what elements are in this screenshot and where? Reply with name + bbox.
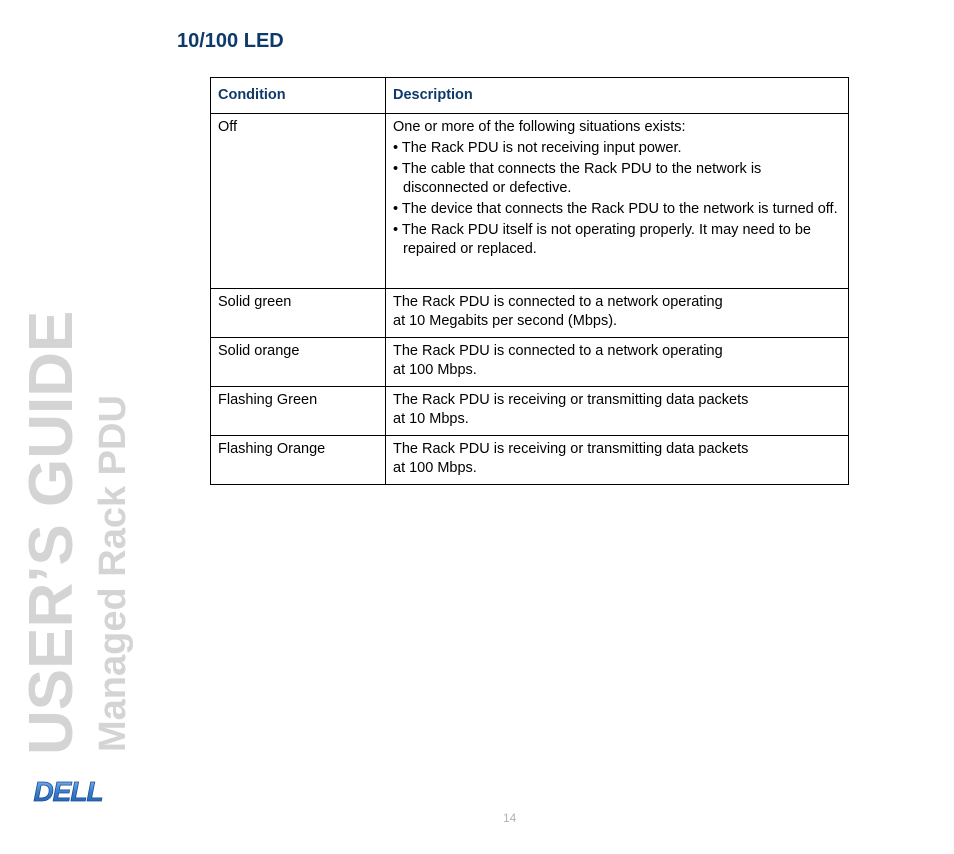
bullet-item: • The Rack PDU is not receiving input power.: [393, 140, 682, 156]
description-line: at 10 Megabits per second (Mbps).: [393, 313, 618, 329]
condition-cell: Flashing Green: [211, 387, 386, 436]
description-line: at 100 Mbps.: [393, 362, 477, 378]
condition-cell: Off: [211, 114, 386, 289]
condition-cell: Flashing Orange: [211, 436, 386, 485]
bullet-item: • The Rack PDU itself is not operating properly. It may need to be repaired or replaced.: [393, 222, 811, 257]
table-row: [211, 289, 849, 338]
description-line: The Rack PDU is receiving or transmitting data packets: [393, 441, 749, 457]
description-cell: [386, 289, 849, 338]
page-number: 14: [503, 811, 517, 825]
svg-text:DELL: DELL: [33, 776, 103, 806]
sidebar-product-subtitle: Managed Rack PDU: [92, 395, 134, 752]
description-line: The Rack PDU is connected to a network operating: [393, 294, 723, 310]
bullet-item: • The cable that connects the Rack PDU to the network is disconnected or defective.: [393, 161, 762, 196]
led-condition-table: [210, 77, 849, 485]
description-column-header: Description: [386, 78, 849, 114]
table-header-row: [211, 78, 849, 114]
description-cell: [386, 436, 849, 485]
sidebar-guide-title: USER’S GUIDE: [17, 310, 86, 755]
table-row: [211, 436, 849, 485]
description-cell: [386, 387, 849, 436]
description-intro: One or more of the following situations exists:: [393, 119, 686, 135]
condition-cell: Solid green: [211, 289, 386, 338]
dell-logo: [24, 776, 112, 806]
description-line: The Rack PDU is receiving or transmitting data packets: [393, 392, 749, 408]
table-row: [211, 114, 849, 289]
condition-cell: Solid orange: [211, 338, 386, 387]
bullet-item: • The device that connects the Rack PDU to the network is turned off.: [393, 201, 838, 217]
description-cell: [386, 338, 849, 387]
table-row: [211, 338, 849, 387]
description-cell: [386, 114, 849, 289]
table-row: [211, 387, 849, 436]
description-line: The Rack PDU is connected to a network operating: [393, 343, 723, 359]
condition-column-header: Condition: [211, 78, 386, 114]
description-line: at 100 Mbps.: [393, 460, 477, 476]
section-heading: 10/100 LED: [177, 30, 284, 52]
description-line: at 10 Mbps.: [393, 411, 469, 427]
